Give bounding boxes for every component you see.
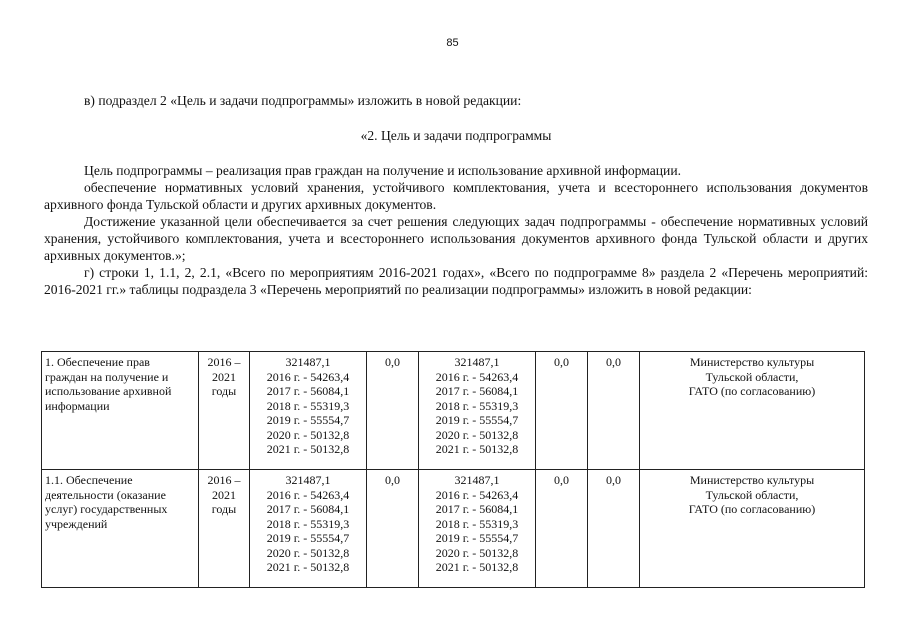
regional-amount-cell — [419, 352, 536, 470]
total-amount-cell — [250, 470, 367, 588]
executor-line: Тульской области, — [705, 369, 799, 384]
yearly-amount: 2018 г. - 55319,3 — [435, 516, 519, 531]
measure-name-cell: 1. Обеспечение прав граждан на получение и использование архивной информации — [42, 352, 199, 470]
paragraph-intro-b — [44, 92, 868, 109]
years-line: годы — [211, 502, 237, 516]
intro-g-paragraph: г) строки 1, 1.1, 2, 2.1, «Всего по мероприятиям 2016-2021 годах», «Всего по подпрограмме 8» раздела 2 «Перечень мероприятий: 2016-2021 гг.» таблицы подраздела 3 «Перечень мероприятий по реализации подпрограммы» изложить в новой редакции: — [44, 265, 868, 297]
total-value: 321487,1 — [285, 473, 331, 487]
yearly-amount: 2020 г. - 50132,8 — [266, 427, 350, 442]
yearly-amount: 2017 г. - 56084,1 — [266, 502, 350, 516]
zero-value-cell: 0,0 — [367, 352, 419, 470]
table-row — [42, 470, 865, 588]
zero-value-cell: 0,0 — [536, 352, 588, 470]
achievement-paragraph: Достижение указанной цели обеспечивается за счет решения следующих задач подпрограммы - обеспечение нормативных условий хранения, устойчивого комплектования, учета и всестороннего использования документов архивного фонда Тульской области и других архивных документов.»; — [44, 214, 868, 263]
yearly-amount: 2017 г. - 56084,1 — [435, 502, 519, 516]
executor-line: Министерство культуры — [689, 473, 815, 487]
yearly-amount: 2021 г. - 50132,8 — [266, 560, 350, 574]
executor-cell — [640, 470, 865, 588]
zero-value-cell: 0,0 — [367, 470, 419, 588]
yearly-amount: 2016 г. - 54263,4 — [266, 487, 350, 502]
yearly-amount: 2021 г. - 50132,8 — [435, 560, 519, 574]
yearly-amount: 2016 г. - 54263,4 — [266, 369, 350, 384]
yearly-amount: 2017 г. - 56084,1 — [266, 384, 350, 398]
total-value: 321487,1 — [454, 355, 500, 369]
zero-value-cell: 0,0 — [588, 470, 640, 588]
yearly-amount: 2017 г. - 56084,1 — [435, 384, 519, 398]
yearly-amount: 2019 г. - 55554,7 — [266, 413, 350, 427]
yearly-amount: 2019 г. - 55554,7 — [435, 531, 519, 545]
yearly-amount: 2021 г. - 50132,8 — [435, 442, 519, 456]
yearly-amount: 2020 г. - 50132,8 — [435, 427, 519, 442]
section-heading — [44, 127, 868, 144]
goal-paragraph: Цель подпрограммы – реализация прав граждан на получение и использование архивной информации. — [84, 163, 681, 178]
executor-line: Министерство культуры — [689, 355, 815, 369]
years-line: годы — [211, 384, 237, 398]
years-line: 2021 — [212, 369, 236, 384]
zero-value-cell: 0,0 — [536, 470, 588, 588]
page-number: 85 — [446, 37, 459, 49]
years-cell — [199, 352, 250, 470]
total-value: 321487,1 — [285, 355, 331, 369]
measures-table-body — [42, 352, 865, 588]
years-line: 2021 — [212, 487, 236, 502]
task-paragraph: обеспечение нормативных условий хранения, устойчивого комплектования, учета и всестороннего использования документов архивного фонда Тульской области и других архивных документов. — [44, 180, 868, 212]
yearly-amount: 2018 г. - 55319,3 — [435, 398, 519, 413]
yearly-amount: 2019 г. - 55554,7 — [266, 531, 350, 545]
measure-name-cell: 1.1. Обеспечение деятельности (оказание услуг) государственных учреждений — [42, 470, 199, 588]
executor-line: ГАТО (по согласованию) — [688, 384, 816, 398]
zero-value-cell: 0,0 — [588, 352, 640, 470]
executor-cell — [640, 352, 865, 470]
total-amount-cell — [250, 352, 367, 470]
yearly-amount: 2020 г. - 50132,8 — [266, 545, 350, 560]
years-cell — [199, 470, 250, 588]
body-paragraphs — [44, 162, 868, 298]
measures-table — [41, 351, 865, 588]
executor-line: Тульской области, — [705, 487, 799, 502]
yearly-amount: 2018 г. - 55319,3 — [266, 516, 350, 531]
years-line: 2016 – — [207, 473, 241, 487]
yearly-amount: 2016 г. - 54263,4 — [435, 487, 519, 502]
yearly-amount: 2019 г. - 55554,7 — [435, 413, 519, 427]
yearly-amount: 2018 г. - 55319,3 — [266, 398, 350, 413]
heading-text: «2. Цель и задачи подпрограммы — [360, 128, 552, 143]
regional-amount-cell — [419, 470, 536, 588]
total-value: 321487,1 — [454, 473, 500, 487]
intro-b-text: в) подраздел 2 «Цель и задачи подпрограммы» изложить в новой редакции: — [84, 93, 522, 108]
yearly-amount: 2016 г. - 54263,4 — [435, 369, 519, 384]
table-row — [42, 352, 865, 470]
executor-line: ГАТО (по согласованию) — [688, 502, 816, 516]
years-line: 2016 – — [207, 355, 241, 369]
yearly-amount: 2020 г. - 50132,8 — [435, 545, 519, 560]
yearly-amount: 2021 г. - 50132,8 — [266, 442, 350, 456]
